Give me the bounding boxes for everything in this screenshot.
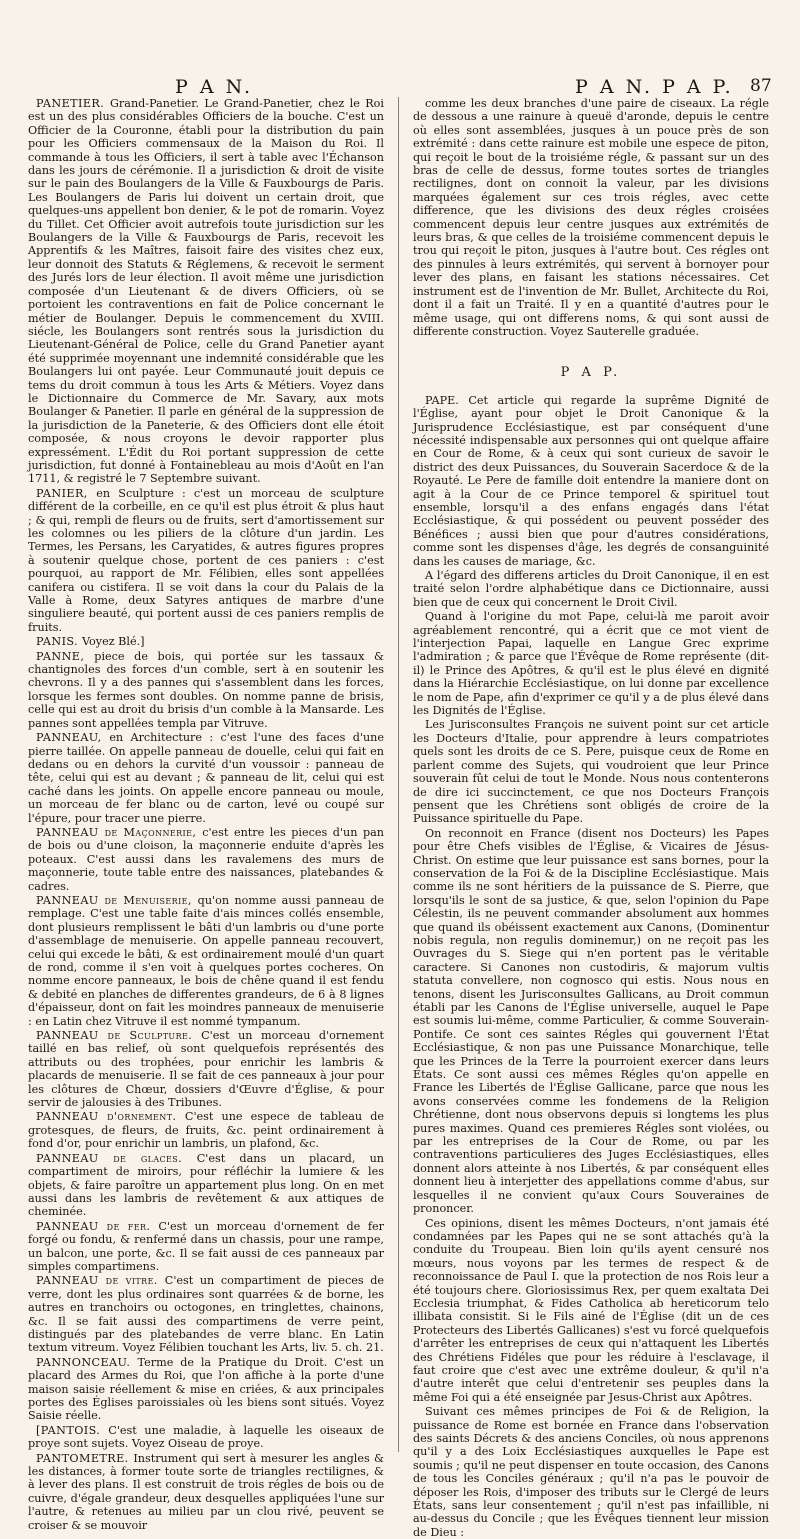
entry-text: Terme de la Pratique du Droit. C'est un placard des Armes du Roi, que l'on affiche à la porte d'une maison saisie réellement & mise en criées, & aux principales portes des Églises paroissiales où les biens sont situés. Voyez Saisie réelle.: [28, 1355, 384, 1423]
right-column-entry: [413, 569, 769, 609]
entry-text: C'est une espece de tableau de grotesques, de fleurs, de fruits, &c. peint ordinairement à fond d'or, pour enrichir un lambris, un plafond, &c.: [28, 1110, 384, 1151]
entry-headword: PANIER,: [36, 486, 97, 500]
page-number: 87: [750, 76, 772, 96]
entry-text: piece de bois, qui portée sur les tassaux & chantignoles des forces d'un comble, sert à en soutenir les chevrons. Il y a des pannes qui s'assemblent dans les forces, lorsque les fermes sont doubles. On nomme panne de brisis, celle qui est au droit du brisis d'un comble à la Mansarde. Les pannes sont appellées templa par Vitruve.: [28, 649, 384, 730]
entry-text: qu'on nomme aussi panneau de remplage. C'est une table faite d'ais minces collés ensemble, dont plusieurs remplissent le bâti d'un lambris ou d'une porte d'assemblage de menuiserie. On appelle panneau recouvert, celui qui excede le bâti, & est ordinairement moulé d'un quart de rond, comme il s'en voit à quelques portes cocheres. On nomme encore panneaux, le bois de chêne quand il est fendu & debité en planches de differentes grandeurs, de 6 à 8 lignes d'épaisseur, dont on fait les moindres panneaux de menuiserie : en Latin chez Vitruve il est nommé tympanum.: [28, 893, 384, 1028]
entry-text: en Architecture : c'est l'une des faces d'une pierre taillée. On appelle panneau de douelle, celui qui fait en dedans ou en dehors la curvité d'un voussoir : panneau de tête, celui qui est au devant ; & panneau de lit, celui qui est caché dans les joints. On appelle encore panneau ou moule, un morceau de fer blanc ou de carton, levé ou coupé sur l'épure, pour tracer une pierre.: [28, 731, 384, 825]
entry-headword: [PANTOIS.: [36, 1423, 109, 1437]
right-column-entry: [413, 610, 769, 717]
pantometre-continuation: comme les deux branches d'une paire de ciseaux. La régle de dessous a une rainure à queuë d'aronde, depuis le centre où elles sont assemblées, jusques à un pouce près de son extrémité : dans cette rainure est mobile une espece de piton, qui reçoit le bout de la troisiéme régle, & passant sur un des bras de celle de dessus, forme toutes sortes de triangles rectilignes, dont on connoit la valeur, par les divisions marquées également sur ces trois régles, avec cette difference, que les divisions des deux régles croisées commencent depuis leur centre jusques aux extrémités de leurs bras, & que celles de la troisiéme commencent depuis le trou qui reçoit le piton, jusques à l'autre bout. Ces régles ont des pinnules à leurs extrémités, qui servent à bornoyer pour lever des plans, en faisant les stations nécessaires. Cet instrument est de l'invention de Mr. Bullet, Architecte du Roi, dont il a fait un Traité. Il y en a quantité d'autres pour le même usage, qui ont differens noms, & qui sont aussi de differente construction. Voyez Sauterelle graduée.: [413, 97, 769, 338]
left-column-entry: [28, 650, 384, 730]
entry-headword: PANNEAU de glaces.: [36, 1151, 197, 1165]
entry-headword: PANNEAU de fer.: [36, 1219, 159, 1233]
entry-text: Ces opinions, disent les mêmes Docteurs, n'ont jamais été condamnées par les Papes qui ne se sont attachés qu'à la conduite du Troupeau. Bien loin qu'ils ayent censuré nos mœurs, nous voyons par les termes de respect & de reconnoissance de Paul I. que la protection de nos Rois leur a été toujours chere. Gloriosissimus Rex, per quem exaltata Dei Ecclesia triumphat, & Fides Catholica ab hereticorum telo illibata consistit. Si le Fils ainé de l'Église (dit un de ces Protecteurs des Libertés Gallicanes) s'est vu forcé quelquefois d'arrêter les entreprises de ceux qui n'attaquent les Libertés des Chrétiens Fidéles que pour les réduire à l'esclavage, il faut croire que c'est avec une extrême douleur, & qu'il n'a d'autre interêt que celui d'entretenir ses peuples dans la même Foi qui a été enseignée par Jesus-Christ aux Apôtres.: [413, 1216, 769, 1404]
entry-headword: PANNE,: [36, 649, 95, 663]
entry-text: en Sculpture : c'est un morceau de sculpture différent de la corbeille, en ce qu'il est plus étroit & plus haut ; & qui, rempli de fleurs ou de fruits, sert d'amortissement sur les colomnes ou les piliers de la clôture d'un jardin. Les Termes, les Persans, les Caryatides, & autres figures propres à soutenir quelque chose, portent de ces paniers : c'est pourquoi, au rapport de Mr. Félibien, elles sont appellées canifera ou cistifera. Il se voit dans la cour du Palais de la Valle à Rome, deux Satyres antiques de marbre d'une singuliere beauté, qui portent aussi de ces paniers remplis de fruits.: [28, 486, 384, 634]
left-column-entry: [28, 731, 384, 825]
entry-text: Suivant ces mêmes principes de Foi & de Religion, la puissance de Rome est bornée en France dans l'observation des saints Décrets & des anciens Conciles, où nous apprenons qu'il y a des Loix Ecclésiastiques auxquelles le Pape est soumis ; qu'il ne peut dispenser en toute occasion, des Canons de tous les Conciles généraux ; qu'il n'a pas le pouvoir de déposer les Rois, d'imposer des tributs sur le Clergé de leurs États, sans leur consentement ; qu'il n'est pas infaillible, ni au-dessus du Concile ; que les Évêques tiennent leur mission de Dieu :: [413, 1405, 769, 1539]
left-column-entry: [28, 97, 384, 486]
header-left: P A N.: [175, 76, 254, 98]
entry-text: Quand à l'origine du mot Pape, celui-là me paroit avoir agréablement rencontré, qui a écrit que ce mot vient de l'interjection Papai, laquelle en Langue Grec exprime l'admiration ; & parce que l'Évêque de Rome représente (dit-il) le Prince des Apôtres, & qu'il est le plus élevé en dignité dans la Hiérarchie Ecclésiastique, on lui donne par excellence le nom de Pape, afin d'exprimer ce qu'il y a de plus élevé dans les Dignités de l'Église.: [413, 610, 769, 718]
entry-text: C'est un morceau d'ornement taillé en bas relief, où sont quelquefois représentés des attributs ou des trophées, pour enrichir les lambris & placards de menuiserie. Il se fait de ces panneaux à jour pour les clôtures de Chœur, dossiers d'Œuvre d'Église, & pour servir de jalousies à des Tribunes.: [28, 1029, 385, 1110]
entry-text: C'est une maladie, à laquelle les oiseaux de proye sont sujets. Voyez Oiseau de proye.: [28, 1423, 385, 1451]
entry-text: c'est entre les pieces d'un pan de bois ou d'une cloison, la maçonnerie enduite d'après les poteaux. C'est aussi dans les ravalemens des murs de maçonnerie, toute table entre des naissances, platebandes & cadres.: [28, 825, 384, 893]
right-column-entry: [413, 827, 769, 1216]
pap-entries: [413, 394, 769, 1539]
header-right: P A N. P A P.: [575, 76, 734, 98]
column-divider: [398, 97, 399, 1452]
right-column-entry: [413, 1217, 769, 1405]
entry-text: C'est un morceau d'ornement de fer forgé ou fondu, & renfermé dans un chassis, pour une rampe, un balcon, une porte, &c. Il se fait aussi de ces panneaux par simples compartimens.: [28, 1219, 385, 1273]
entry-headword: PANNONCEAU.: [36, 1355, 138, 1369]
entry-text: Les Jurisconsultes François ne suivent point sur cet article les Docteurs d'Italie, pour apprendre à leurs compatriotes quels sont les droits de ce S. Pere, puisque ceux de Rome en parlent comme des Sujets, qui voudroient que leur Prince souverain fût celui de tout le Monde. Nous nous contenterons de dire ici succinctement, ce que nos Docteurs François pensent que les Chrétiens sont obligés de croire de la Puissance spirituelle du Pape.: [413, 718, 769, 826]
section-title-pap: P A P.: [560, 365, 622, 381]
left-column-entry: [28, 1110, 384, 1150]
entry-text: Cet article qui regarde la suprême Dignité de l'Église, ayant pour objet le Droit Canonique & la Jurisprudence Ecclésiastique, est par conséquent d'une nécessité indispensable aux personnes qui ont quelque affaire en Cour de Rome, & à ceux qui sont curieux de savoir le district des deux Puissances, du Souverain Sacerdoce & de la Royauté. Le Pere de famille doit entendre la maniere dont on agit à la Cour de ce Prince temporel & spirituel tout ensemble, lorsqu'il a des enfans engagés dans l'état Ecclésiastique, & qui possédent ou peuvent posséder des Bénéfices ; aussi bien que pour d'autres considérations, comme sont les dispenses d'âge, les degrés de consanguinité dans les causes de mariage, &c.: [413, 393, 769, 568]
right-column-entry: [413, 718, 769, 825]
entry-headword: PANNEAU de vitre.: [36, 1274, 165, 1288]
entry-text: Voyez Blé.]: [81, 635, 145, 649]
left-column: [28, 97, 385, 1532]
entry-headword: PANETIER.: [36, 97, 110, 110]
left-column-entry: [28, 894, 384, 1028]
entry-text: Instrument qui sert à mesurer les angles & les distances, à former toute sorte de triangles rectilignes, & à lever des plans. Il est construit de trois régles de bois ou de cuivre, d'égale grandeur, deux desquelles appliquées l'une sur l'autre, & retenues au milieu par un clou rivé, peuvent se croiser & se mouvoir: [28, 1451, 384, 1532]
entry-headword: PANNEAU,: [36, 731, 110, 745]
entry-headword: PAPE.: [425, 393, 469, 407]
left-column-entry: [28, 1220, 384, 1274]
right-column: [413, 97, 769, 1539]
left-column-entry: [28, 1274, 384, 1354]
right-column-entry: [413, 394, 769, 568]
entry-text: C'est un compartiment de pieces de verre, dont les plus ordinaires sont quarrées & de borne, les autres en tranchoirs ou octogones, en tringlettes, chainons, &c. Il se fait aussi des compartimens de verre peint, distingués par des platebandes de verre blanc. En Latin textum vitreum. Voyez Félibien touchant les Arts, liv. 5. ch. 21.: [28, 1274, 384, 1355]
left-column-entry: [28, 826, 384, 893]
entry-text: Grand-Panetier. Le Grand-Panetier, chez le Roi est un des plus considérables Officiers de la bouche. C'est un Officier de la Couronne, établi pour la distribution du pain pour les Officiers commensaux de la Maison du Roi. Il commande à tous les Officiers, il sert à table avec l'Échanson dans les jours de cérémonie. Il a jurisdiction & droit de visite sur le pain des Boulangers de la Ville & Fauxbourgs de Paris. Les Boulangers de Paris lui doivent un certain droit, que quelques-uns appellent bon denier, & le pot de romarin. Voyez du Tillet. Cet Officier avoit autrefois toute jurisdiction sur les Boulangers de la Ville & Fauxbourgs de Paris, recevoit les Apprentifs & les Maîtres, faisoit faire des visites chez eux, leur donnoit des Statuts & Réglemens, & recevoit le serment des Jurés lors de leur élection. Il avoit même une jurisdiction composée d'un Lieutenant & de divers Officiers, où se portoient les contraventions en fait de Police concernant le métier de Boulanger. Depuis le commencement du XVIII. siécle, les Boulangers sont rentrés sous la jurisdiction du Lieutenant-Général de Police, celle du Grand Panetier ayant été supprimée moyennant une indemnité considérable que les Boulangers lui ont payée. Leur Communauté jouit depuis ce tems du droit commun à tous les Arts & Métiers. Voyez dans le Dictionnaire du Commerce de Mr. Savary, aux mots Boulanger & Panetier. Il parle en général de la suppression de la jurisdiction de la Paneterie, & des Officiers dont elle étoit composée, & nous croyons le devoir rapporter plus expressément. L'Édit du Roi portant suppression de cette jurisdiction, fut donné à Fontainebleau au mois d'Août en l'an 1711, & registré le 7 Septembre suivant.: [28, 97, 385, 486]
right-column-entry: [413, 1405, 769, 1539]
entry-headword: PANIS.: [36, 635, 82, 649]
left-column-entry: [28, 1356, 384, 1423]
left-column-entry: [28, 635, 384, 648]
left-column-entry: [28, 1424, 384, 1451]
entry-text: A l'égard des differens articles du Droit Canonique, il en est traité selon l'ordre alphabétique dans ce Dictionnaire, aussi bien que de ceux qui concernent le Droit Civil.: [413, 569, 769, 609]
entry-text: C'est dans un placard, un compartiment de miroirs, pour réfléchir la lumiere & les objets, & faire paroître un appartement plus long. On en met aussi dans les lambris de revêtement & aux attiques de cheminée.: [28, 1151, 384, 1219]
left-column-entry: [28, 1152, 384, 1219]
entry-headword: PANNEAU de Maçonnerie,: [36, 825, 203, 839]
entry-headword: PANNEAU de Menuiserie,: [36, 893, 198, 907]
left-column-entry: [28, 1029, 384, 1109]
entry-headword: PANNEAU de Sculpture.: [36, 1029, 202, 1043]
left-column-entry: [28, 487, 384, 634]
left-column-entry: [28, 1452, 384, 1532]
entry-headword: PANNEAU d'ornement.: [36, 1110, 185, 1124]
entry-headword: PANTOMETRE.: [36, 1451, 134, 1465]
entry-text: On reconnoit en France (disent nos Docteurs) les Papes pour être Chefs visibles de l'Église, & Vicaires de Jésus-Christ. On estime que leur puissance est sans bornes, pour la conservation de la Foi & de la Discipline Ecclésiastique. Mais comme ils ne sont héritiers de la puissance de S. Pierre, que lorsqu'ils le sont de sa justice, & que, selon l'opinion du Pape Célestin, ils ne peuvent commander absolument aux hommes que quand ils obéissent exactement aux Canons, (Dominentur nobis regula, non regulis dominemur,) on ne reçoit pas les Ouvrages du S. Siege qui n'en portent pas le véritable caractere. Si Canones non custodiris, & majorum vultis statuta convellere, non cognosco qui estis. Nous nous en tenons, disent les Jurisconsultes Gallicans, au Droit commun établi par les Canons de l'Église universelle, auquel le Pape est soumis lui-même, comme Particulier, & comme Souverain-Pontife. Ce sont ces saintes Régles qui gouvernent l'État Ecclésiastique, & non pas une Puissance Monarchique, telle que les Princes de la Terre la pourroient exercer dans leurs États. Ce sont aussi ces mêmes Régles qu'on appelle en France les Libertés de l'Église Gallicane, parce que nous les avons conservées comme les fondemens de la Religion Chrétienne, dont nous observons depuis si longtems les plus pures maximes. Quand ces premieres Régles sont violées, ou par les entreprises de la Cour de Rome, ou par les contraventions particulieres des Juges Ecclésiastiques, elles donnent alors atteinte à nos Libertés, & par conséquent elles donnent lieu à interjetter des appellations comme d'abus, sur lesquelles il ne convient qu'aux Cours Souveraines de prononcer.: [413, 826, 769, 1216]
